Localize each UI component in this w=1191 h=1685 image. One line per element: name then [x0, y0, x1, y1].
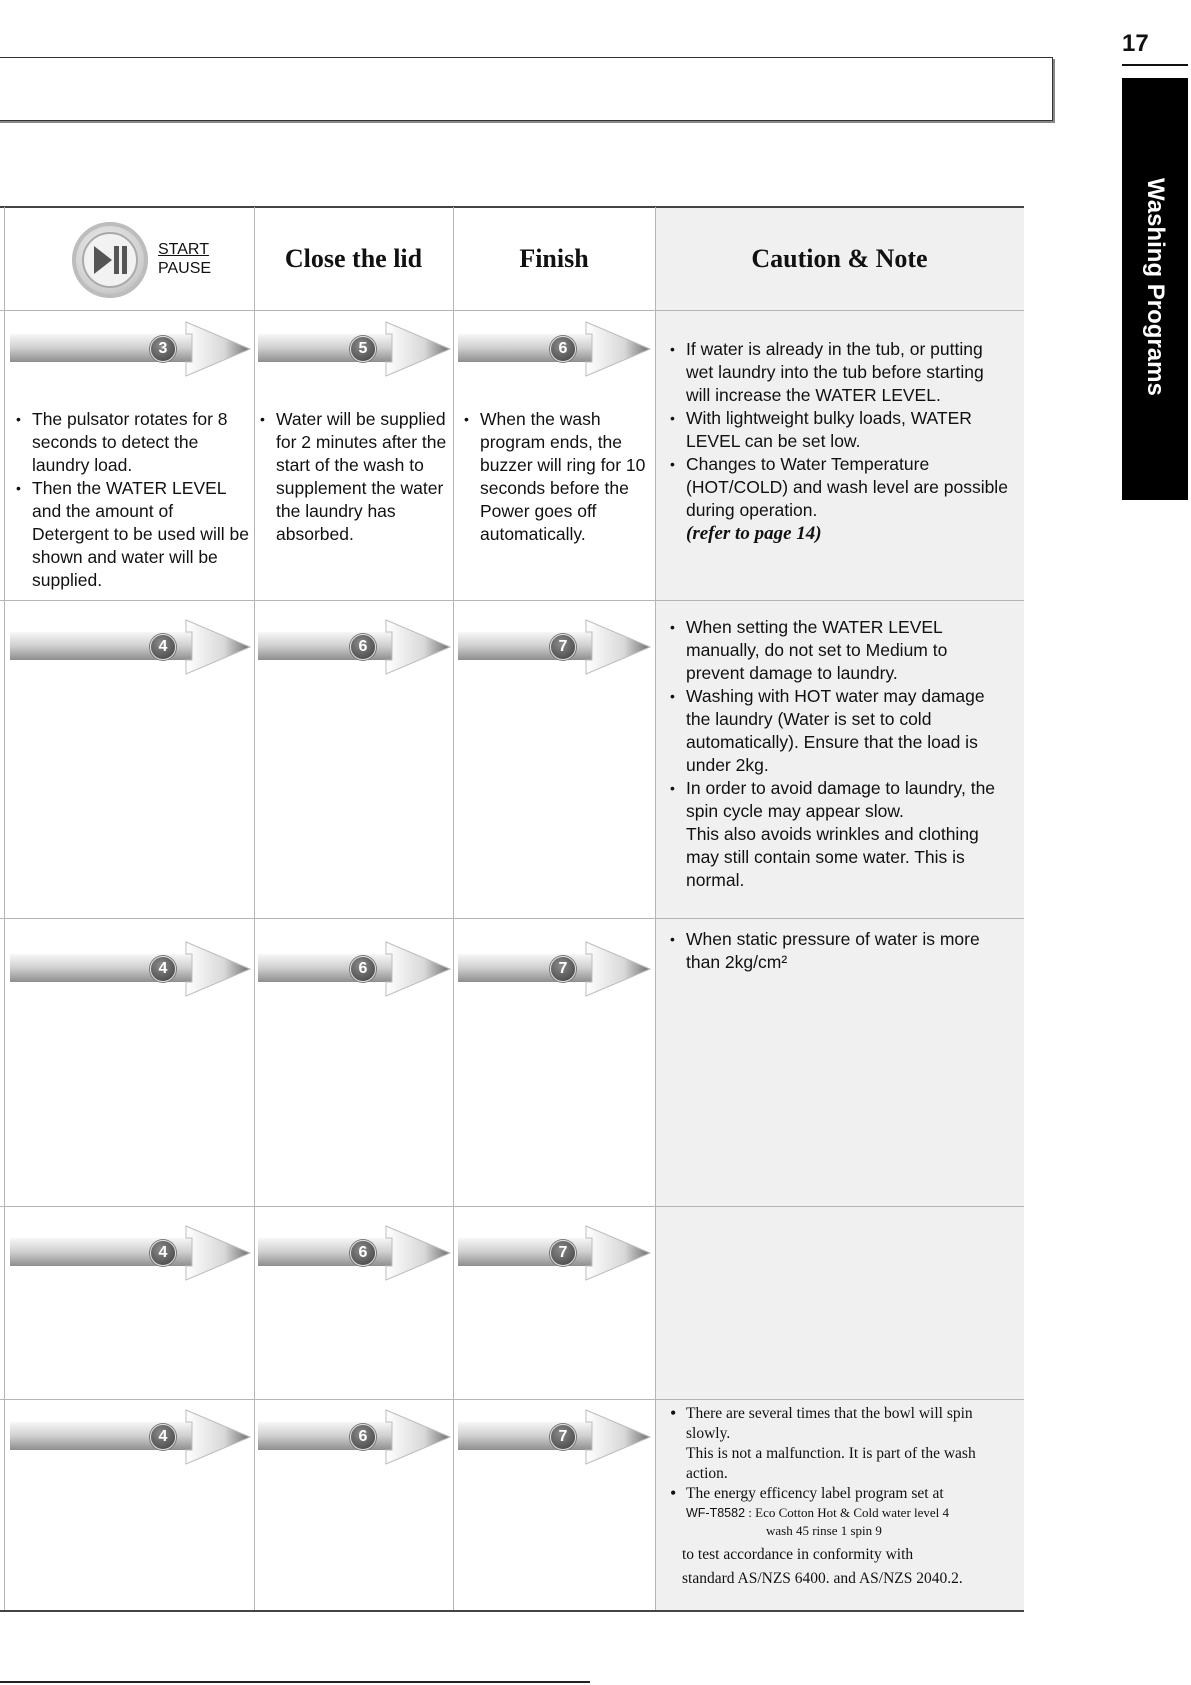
step-arrow: [456, 1408, 652, 1466]
row-divider: [0, 1399, 1024, 1400]
list-item: • With lightweight bulky loads, WATER LEVEL can be set low.: [668, 407, 1008, 453]
start-pause-label: [158, 240, 211, 278]
list-item: • Then the WATER LEVEL and the amount of Detergent to be used will be shown and water will be supplied.: [14, 477, 250, 592]
list-item: • Changes to Water Temperature (HOT/COLD) and wash level are possible during operation.: [668, 453, 1008, 522]
header-finish-label: Finish: [519, 243, 589, 273]
step-arrow: [8, 940, 252, 998]
row-divider: [0, 600, 1024, 601]
title-box: [0, 57, 1053, 121]
step-number-badge: 6: [550, 336, 576, 362]
row3-caution-text: [668, 928, 988, 974]
step-number-badge: 7: [550, 1240, 576, 1266]
step-arrow: [256, 320, 452, 378]
step-number-badge: 6: [350, 634, 376, 660]
list-item: • When static pressure of water is more than 2kg/cm²: [668, 928, 988, 974]
step-number-badge: 7: [550, 634, 576, 660]
step-arrow: [256, 1224, 452, 1282]
step-number-badge: 4: [150, 956, 176, 982]
caution-line: standard AS/NZS 6400. and AS/NZS 2040.2.: [682, 1570, 963, 1587]
caution-continuation: This is not a malfunction. It is part of the wash action.: [686, 1445, 976, 1482]
list-item: • If water is already in the tub, or putting wet laundry into the tub before starting will increase the WATER LEVEL.: [668, 338, 1008, 407]
row1-col3-text: [462, 408, 652, 546]
step-number-badge: 4: [150, 634, 176, 660]
caution-continuation: This also avoids wrinkles and clothing may still contain some water. This is normal.: [686, 824, 979, 890]
list-item: • The energy efficency label program set at: [668, 1484, 1008, 1504]
row5-caution-text: [668, 1404, 1008, 1591]
list-item: • When setting the WATER LEVEL manually, do not set to Medium to prevent damage to laundry.: [668, 616, 1008, 685]
header-caution-label: Caution & Note: [751, 243, 928, 273]
step-number-badge: 4: [150, 1424, 176, 1450]
caution-line: to test accordance in conformity with: [682, 1546, 914, 1563]
page-reference: (refer to page 14): [686, 523, 822, 544]
list-item: • When the wash program ends, the buzzer will ring for 10 seconds before the Power goes off automatically.: [462, 408, 652, 546]
header-close-lid-label: Close the lid: [284, 243, 423, 273]
step-number-badge: 6: [350, 1424, 376, 1450]
step-arrow: [8, 1408, 252, 1466]
side-tab-label: Washing Programs: [1142, 178, 1169, 396]
step-number-badge: 4: [150, 1240, 176, 1266]
step-arrow: [456, 1224, 652, 1282]
model-line: [668, 1504, 1008, 1539]
header-finish: [453, 207, 655, 310]
row1-col2-text: [258, 408, 450, 546]
step-number-badge: 6: [350, 1240, 376, 1266]
step-number-badge: 5: [350, 336, 376, 362]
row-divider: [0, 310, 1024, 311]
model-description-cont: wash 45 rinse 1 spin 9: [766, 1523, 882, 1538]
header-caution: [655, 207, 1024, 310]
list-item: • Water will be supplied for 2 minutes after the start of the wash to supplement the water the laundry has absorbed.: [258, 408, 450, 546]
start-pause-icon: [72, 222, 148, 298]
side-tab: [1122, 78, 1188, 500]
step-arrow: [456, 940, 652, 998]
model-description: : Eco Cotton Hot & Cold water level 4: [748, 1505, 950, 1520]
pause-label: PAUSE: [158, 260, 212, 277]
step-arrow: [256, 1408, 452, 1466]
header-close-lid: [254, 207, 453, 310]
step-arrow: [8, 618, 252, 676]
row1-caution-text: [668, 338, 1008, 545]
row-divider: [0, 918, 1024, 919]
list-item: • Washing with HOT water may damage the laundry (Water is set to cold automatically). Ensure that the load is under 2kg.: [668, 685, 1008, 777]
step-number-badge: 6: [350, 956, 376, 982]
footer-rule: [0, 1681, 590, 1683]
step-arrow: [456, 320, 652, 378]
row1-col1-text: [14, 408, 250, 592]
list-item: • The pulsator rotates for 8 seconds to detect the laundry load.: [14, 408, 250, 477]
step-arrow: [256, 940, 452, 998]
table-bottom-rule: [0, 1610, 1024, 1612]
step-number-badge: 7: [550, 1424, 576, 1450]
list-item: • There are several times that the bowl will spin slowly.: [668, 1404, 1008, 1444]
start-label: START: [158, 241, 209, 258]
row-divider: [0, 1206, 1024, 1207]
list-item: • In order to avoid damage to laundry, the spin cycle may appear slow.: [668, 777, 1008, 823]
step-arrow: [8, 320, 252, 378]
step-number-badge: 7: [550, 956, 576, 982]
step-arrow: [456, 618, 652, 676]
step-arrow: [256, 618, 452, 676]
model-number: WF-T8582: [686, 1506, 746, 1520]
page-number: 17: [1122, 30, 1149, 57]
page-number-rule: [1122, 64, 1188, 66]
row2-caution-text: [668, 616, 1008, 892]
step-arrow: [8, 1224, 252, 1282]
step-number-badge: 3: [150, 336, 176, 362]
